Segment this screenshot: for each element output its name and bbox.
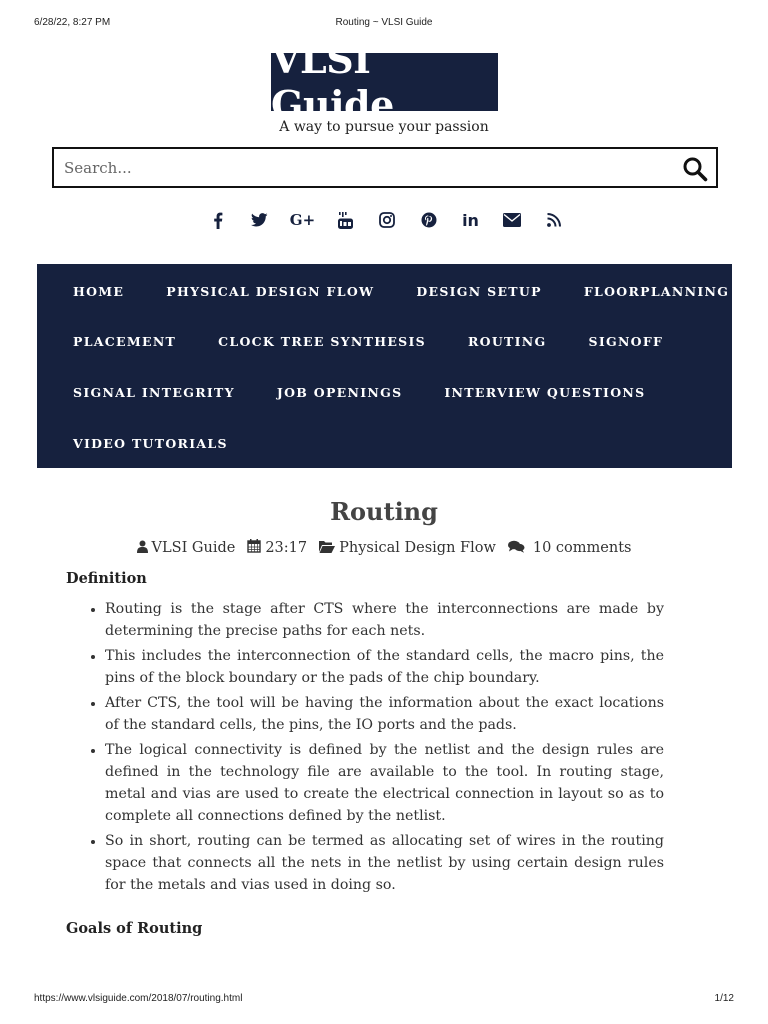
post-category[interactable] xyxy=(319,540,496,557)
nav-item-clock-tree-synthesis[interactable]: CLOCK TREE SYNTHESIS xyxy=(218,334,426,349)
post-time-value: 23:17 xyxy=(265,540,308,556)
calendar-icon xyxy=(247,539,265,557)
print-datetime: 6/28/22, 8:27 PM xyxy=(34,17,111,28)
post-title: Routing xyxy=(330,497,438,526)
rss-icon[interactable] xyxy=(542,208,566,232)
site-tagline: A way to pursue your passion xyxy=(279,119,489,135)
nav-row xyxy=(73,284,768,304)
comments-icon xyxy=(508,540,529,557)
nav-item-signoff[interactable]: SIGNOFF xyxy=(588,334,664,349)
youtube-icon[interactable] xyxy=(333,208,357,232)
facebook-icon[interactable] xyxy=(206,208,230,232)
post-comments-count: 10 comments xyxy=(532,540,632,556)
nav-item-home[interactable]: HOME xyxy=(73,284,125,299)
definition-list xyxy=(66,598,664,896)
nav-item-routing[interactable]: ROUTING xyxy=(467,334,547,349)
post-comments[interactable] xyxy=(508,540,632,557)
print-page-number: 1/12 xyxy=(714,993,734,1004)
list-item: • So in short, routing can be termed as allocating set of wires in the routing space that connects all the nets in the netlist by using certain design rules for the metals and vias used in doing so. xyxy=(105,830,664,896)
search-icon[interactable] xyxy=(682,156,708,182)
list-item: • Routing is the stage after CTS where the interconnections are made by determining the precise paths for each nets. xyxy=(105,598,664,642)
user-icon xyxy=(137,540,152,557)
search-input[interactable] xyxy=(54,149,654,186)
definition-heading: Definition xyxy=(66,570,147,587)
nav-item-video-tutorials[interactable]: VIDEO TUTORIALS xyxy=(73,436,228,451)
instagram-icon[interactable] xyxy=(375,208,399,232)
nav-item-signal-integrity[interactable]: SIGNAL INTEGRITY xyxy=(73,385,235,400)
post-author[interactable] xyxy=(137,540,236,557)
print-page-title: Routing ~ VLSI Guide xyxy=(335,17,433,28)
list-item: • The logical connectivity is defined by the netlist and the design rules are defined in the technology file are available to the tool. In routing stage, metal and vias are used to create the electrical connection in layout so as to complete all connections defined by the netlist. xyxy=(105,739,664,827)
print-footer xyxy=(34,993,734,1007)
post-time xyxy=(247,539,307,557)
twitter-icon[interactable] xyxy=(248,208,272,232)
pinterest-icon[interactable] xyxy=(417,208,441,232)
linkedin-icon[interactable]: in xyxy=(462,210,479,230)
nav-row xyxy=(73,436,270,456)
nav-item-interview-questions[interactable]: INTERVIEW QUESTIONS xyxy=(444,385,646,400)
nav-item-placement[interactable]: PLACEMENT xyxy=(73,334,177,349)
post-body xyxy=(66,568,664,940)
site-logo[interactable]: VLSI Guide xyxy=(271,53,498,111)
social-links xyxy=(206,208,566,232)
nav-item-job-openings[interactable]: JOB OPENINGS xyxy=(276,385,403,400)
nav-row xyxy=(73,385,687,405)
nav-item-floorplanning[interactable]: FLOORPLANNING xyxy=(583,284,730,299)
post-author-name: VLSI Guide xyxy=(151,540,236,556)
folder-open-icon xyxy=(319,540,339,557)
list-item: • After CTS, the tool will be having the information about the exact locations of the standard cells, the pins, the IO ports and the pads. xyxy=(105,692,664,736)
post-category-name: Physical Design Flow xyxy=(339,540,496,556)
list-item: • This includes the interconnection of the standard cells, the macro pins, the pins of the block boundary or the pads of the chip boundary. xyxy=(105,645,664,689)
envelope-icon[interactable] xyxy=(500,208,524,232)
goals-heading: Goals of Routing xyxy=(66,920,203,937)
post-meta xyxy=(0,538,768,558)
nav-row xyxy=(73,334,705,354)
print-header xyxy=(34,17,734,31)
search-box xyxy=(52,147,718,188)
google-plus-icon[interactable]: G+ xyxy=(289,211,316,229)
nav-item-physical-design-flow[interactable]: PHYSICAL DESIGN FLOW xyxy=(166,284,375,299)
main-navigation xyxy=(37,264,732,468)
nav-item-design-setup[interactable]: DESIGN SETUP xyxy=(416,284,542,299)
print-url: https://www.vlsiguide.com/2018/07/routing.html xyxy=(34,993,243,1004)
